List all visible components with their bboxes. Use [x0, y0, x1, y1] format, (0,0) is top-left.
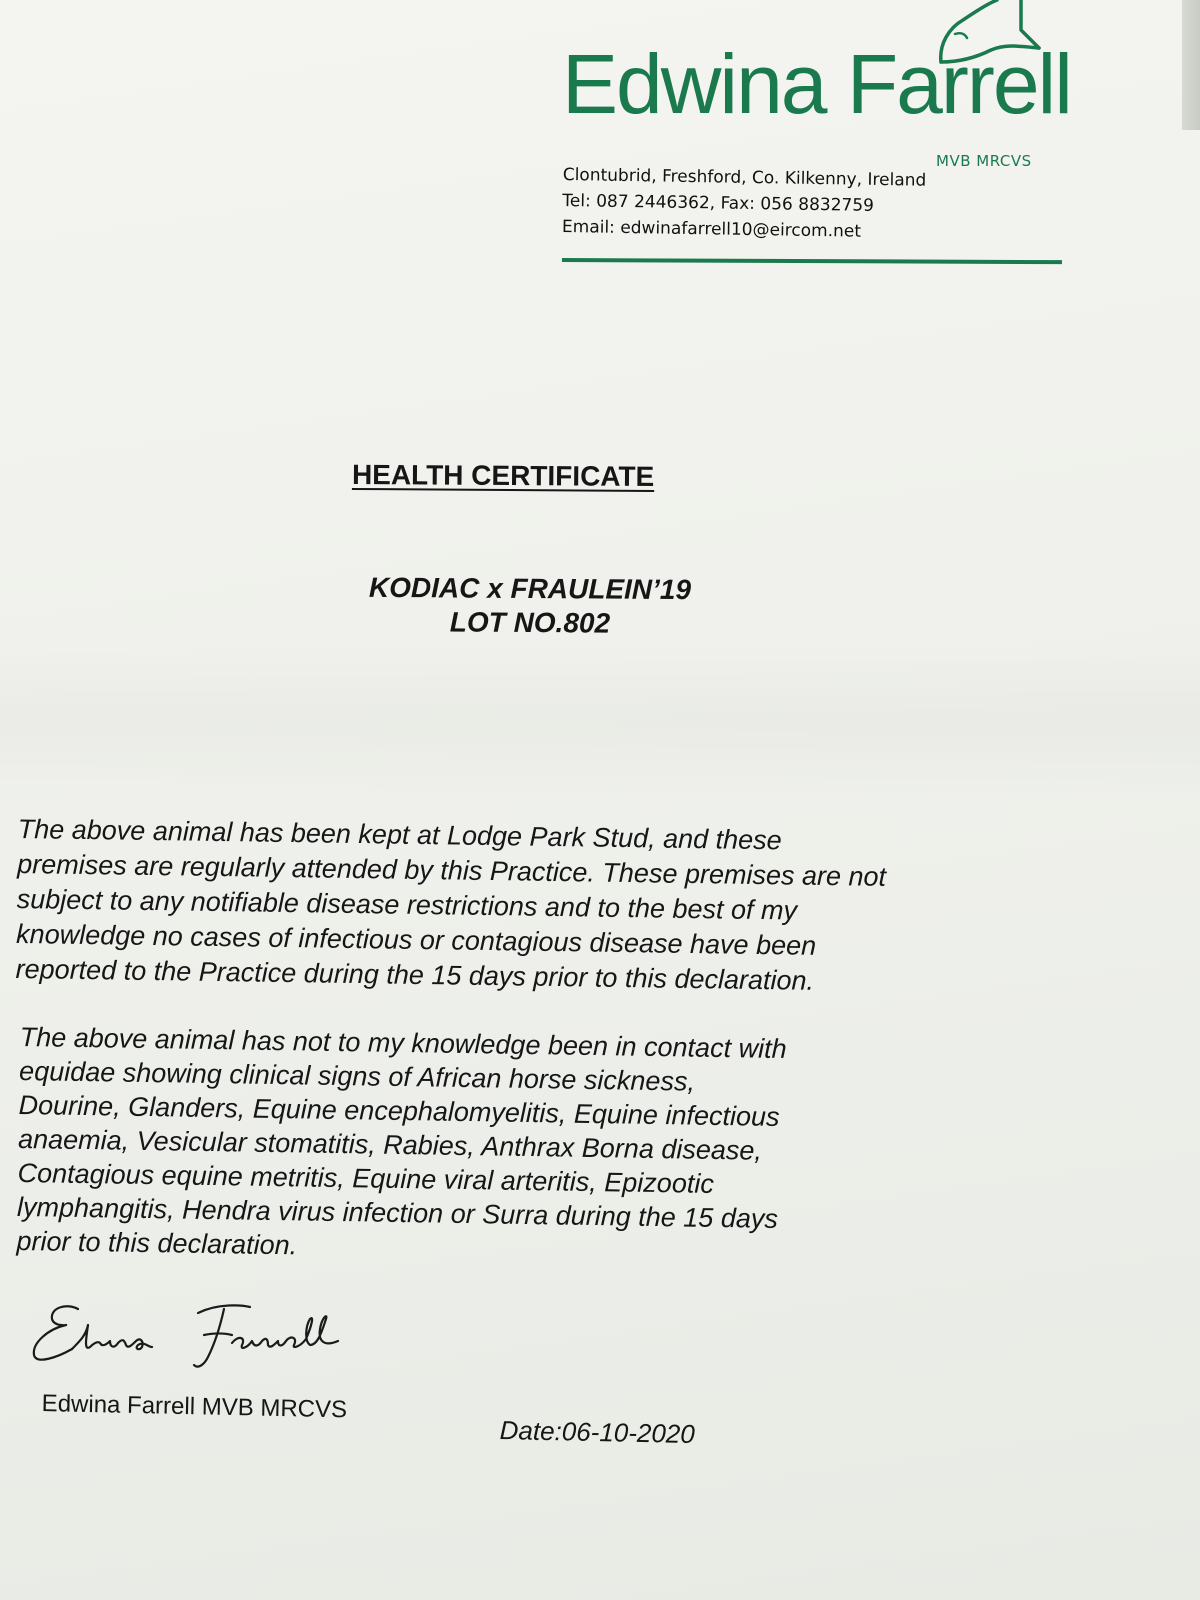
handwritten-signature: [28, 1295, 368, 1385]
paper-fold-shadow: [0, 640, 1200, 800]
letterhead-qualifications: MVB MRCVS: [936, 152, 1032, 170]
paragraph-line: anaemia, Vesicular stomatitis, Rabies, Anthrax Borna disease,: [17, 1123, 763, 1166]
paragraph-line: prior to this declaration.: [16, 1225, 298, 1261]
paragraph-line: reported to the Practice during the 15 days prior to this declaration.: [15, 953, 815, 996]
paragraph-line: knowledge no cases of infectious or contagious disease have been: [15, 918, 817, 961]
page-edge: [1182, 0, 1200, 130]
declaration-date: Date:06-10-2020: [499, 1415, 696, 1450]
letterhead-divider: [562, 258, 1062, 264]
paragraph-line: Contagious equine metritis, Equine viral arteritis, Epizootic: [17, 1157, 715, 1199]
paragraph-line: equidae showing clinical signs of African horse sickness,: [18, 1055, 696, 1097]
paragraph-line: subject to any notifiable disease restrictions and to the best of my: [16, 883, 798, 926]
signer-name: Edwina Farrell MVB MRCVS: [41, 1390, 348, 1424]
letterhead-email: Email: edwinafarrell10@eircom.net: [561, 216, 862, 242]
letterhead-name: Edwina Farrell: [562, 37, 1071, 131]
paragraph-line: The above animal has been kept at Lodge Park Stud, and these: [17, 813, 782, 856]
horse-name: KODIAC x FRAULEIN’19: [368, 571, 692, 606]
paragraph-line: lymphangitis, Hendra virus infection or Surra during the 15 days: [16, 1191, 779, 1234]
lot-number: LOT NO.802: [449, 606, 611, 639]
letterhead-contact: [562, 162, 927, 246]
paragraph-line: Dourine, Glanders, Equine encephalomyelitis, Equine infectious: [18, 1089, 780, 1132]
letterhead-phone-fax: Tel: 087 2446362, Fax: 056 8832759: [562, 190, 875, 216]
premises-declaration-paragraph: [15, 812, 886, 1000]
letterhead-address: Clontubrid, Freshford, Co. Kilkenny, Ireland: [562, 164, 927, 191]
paragraph-line: premises are regularly attended by this Practice. These premises are not: [17, 848, 887, 892]
paragraph-line: The above animal has not to my knowledge been in contact with: [19, 1021, 787, 1065]
contact-declaration-paragraph: [16, 1020, 787, 1270]
certificate-title: HEALTH CERTIFICATE: [351, 458, 655, 493]
